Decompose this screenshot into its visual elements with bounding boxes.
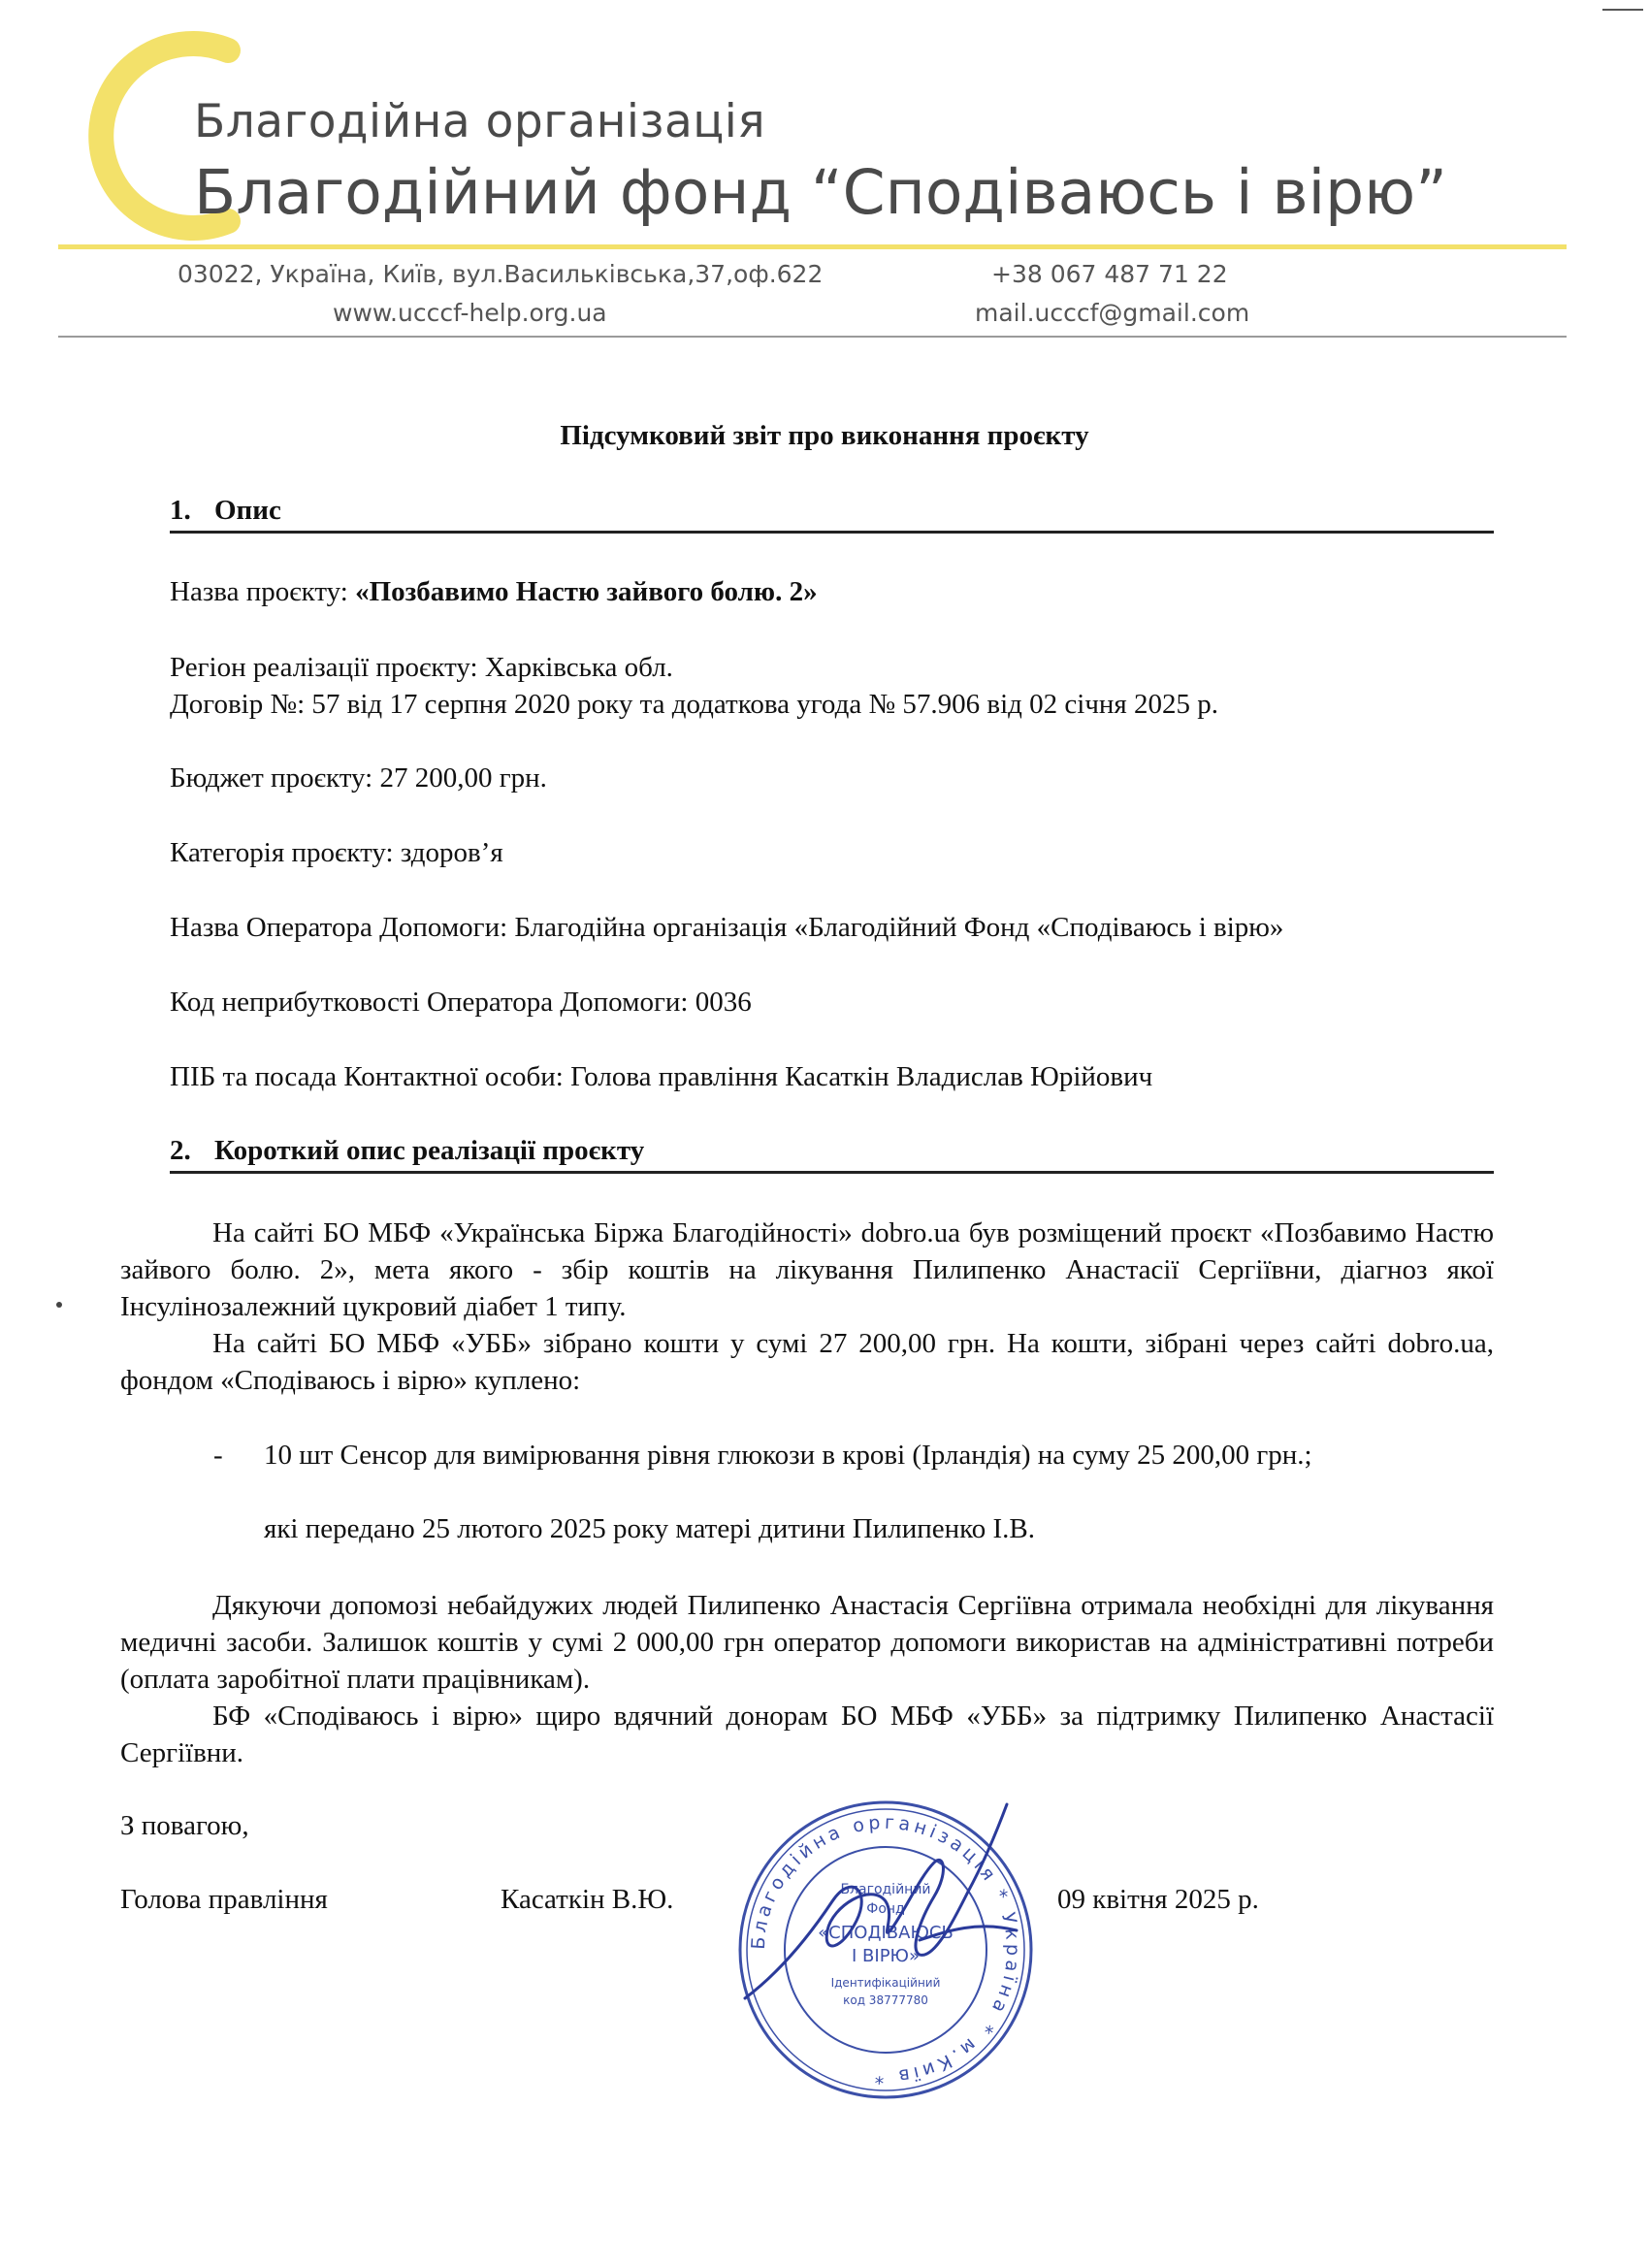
bullet-dash: -: [213, 1440, 223, 1471]
project-budget: Бюджет проєкту: 27 200,00 грн.: [170, 762, 547, 794]
paragraph-3: Дякуючи допомозі небайдужих людей Пилипенко Анастасія Сергіївна отримала необхідні для лікування медичні засоби. Залишок коштів у сумі 2 000,00 грн оператор допомоги використав на адміністративні потреби (оплата заробітної плати працівникам).: [120, 1590, 1494, 1695]
paragraph-2: На сайті БО МБФ «УББ» зібрано кошти у сумі 27 200,00 грн. На кошти, зібрані через сайті dobro.ua, фондом «Сподіваюсь і вірю» куплено:: [120, 1328, 1494, 1396]
project-category: Категорія проєкту: здоров’я: [170, 837, 503, 868]
project-name: [170, 576, 818, 608]
section-2-title: Короткий опис реалізації проєкту: [214, 1135, 645, 1166]
letterhead-divider-grey: [58, 336, 1567, 338]
letterhead-phone: +38 067 487 71 22: [991, 260, 1228, 288]
closing-regards: З повагою,: [120, 1810, 249, 1841]
section-1-number: 1.: [170, 495, 191, 526]
operator-name: Назва Оператора Допомоги: Благодійна організація «Благодійний Фонд «Сподіваюсь і вірю»: [170, 912, 1284, 943]
project-region: Регіон реалізації проєкту: Харківська обл.: [170, 652, 673, 683]
contact-person: ПІБ та посада Контактної особи: Голова правління Касаткін Владислав Юрійович: [170, 1061, 1153, 1092]
stamp-line-5: Ідентифікаційний: [830, 1976, 941, 1990]
scan-dot: [56, 1302, 62, 1308]
bullet-note: які передано 25 лютого 2025 року матері дитини Пилипенко І.В.: [264, 1513, 1036, 1544]
project-contract: Договір №: 57 від 17 серпня 2020 року та додаткова угода № 57.906 від 02 січня 2025 р.: [170, 689, 1219, 720]
bullet-item: 10 шт Сенсор для вимірювання рівня глюкози в крові (Ірландія) на суму 25 200,00 грн.;: [264, 1440, 1312, 1471]
stamp-line-6: код 38777780: [843, 1993, 928, 2007]
project-name-label: Назва проєкту:: [170, 576, 356, 607]
letterhead-org-name: Благодійний фонд “Сподіваюсь і вірю”: [194, 157, 1447, 228]
letterhead-address: 03022, Україна, Київ, вул.Васильківська,37,оф.622: [178, 260, 824, 288]
signer-name: Касаткін В.Ю.: [501, 1884, 674, 1915]
stamp-line-3: «СПОДІВАЮСЬ: [818, 1923, 954, 1943]
letterhead-org-type: Благодійна організація: [194, 95, 766, 148]
stamp-ring-text: Благодійна організація * Україна * м.Київ *: [747, 1811, 1024, 2089]
letterhead-email: mail.ucccf@gmail.com: [975, 299, 1250, 327]
document-date: 09 квітня 2025 р.: [1057, 1884, 1259, 1915]
paragraph-1: На сайті БО МБФ «Українська Біржа Благодійності» dobro.ua був розміщений проєкт «Позбавимо Настю зайвого болю. 2», мета якого - збір коштів на лікування Пилипенко Анастасії Сергіївни, діагноз якої Інсулінозалежний цукровий діабет 1 типу.: [120, 1217, 1494, 1322]
stamp-line-1: Благодійний: [840, 1882, 931, 1897]
stamp-line-4: І ВІРЮ»: [852, 1946, 920, 1966]
section-2-number: 2.: [170, 1135, 191, 1166]
section-2-heading: [170, 1135, 1494, 1174]
stamp-line-2: Фонд: [866, 1901, 905, 1917]
project-name-value: «Позбавимо Настю зайвого болю. 2»: [355, 576, 818, 607]
document-title: Підсумковий звіт про виконання проєкту: [560, 420, 1089, 451]
signer-position: Голова правління: [120, 1884, 328, 1915]
section-1-heading: [170, 495, 1494, 534]
section-1-title: Опис: [214, 495, 281, 526]
paragraph-4: БФ «Сподіваюсь і вірю» щиро вдячний донорам БО МБФ «УББ» за підтримку Пилипенко Анастасії Сергіївни.: [120, 1701, 1494, 1768]
official-stamp: [726, 1785, 1046, 2115]
letterhead-divider-yellow: [58, 244, 1567, 249]
corner-mark: [1602, 9, 1643, 11]
operator-code: Код неприбутковості Оператора Допомоги: 0036: [170, 987, 752, 1018]
letterhead-website: www.ucccf-help.org.ua: [333, 299, 607, 327]
